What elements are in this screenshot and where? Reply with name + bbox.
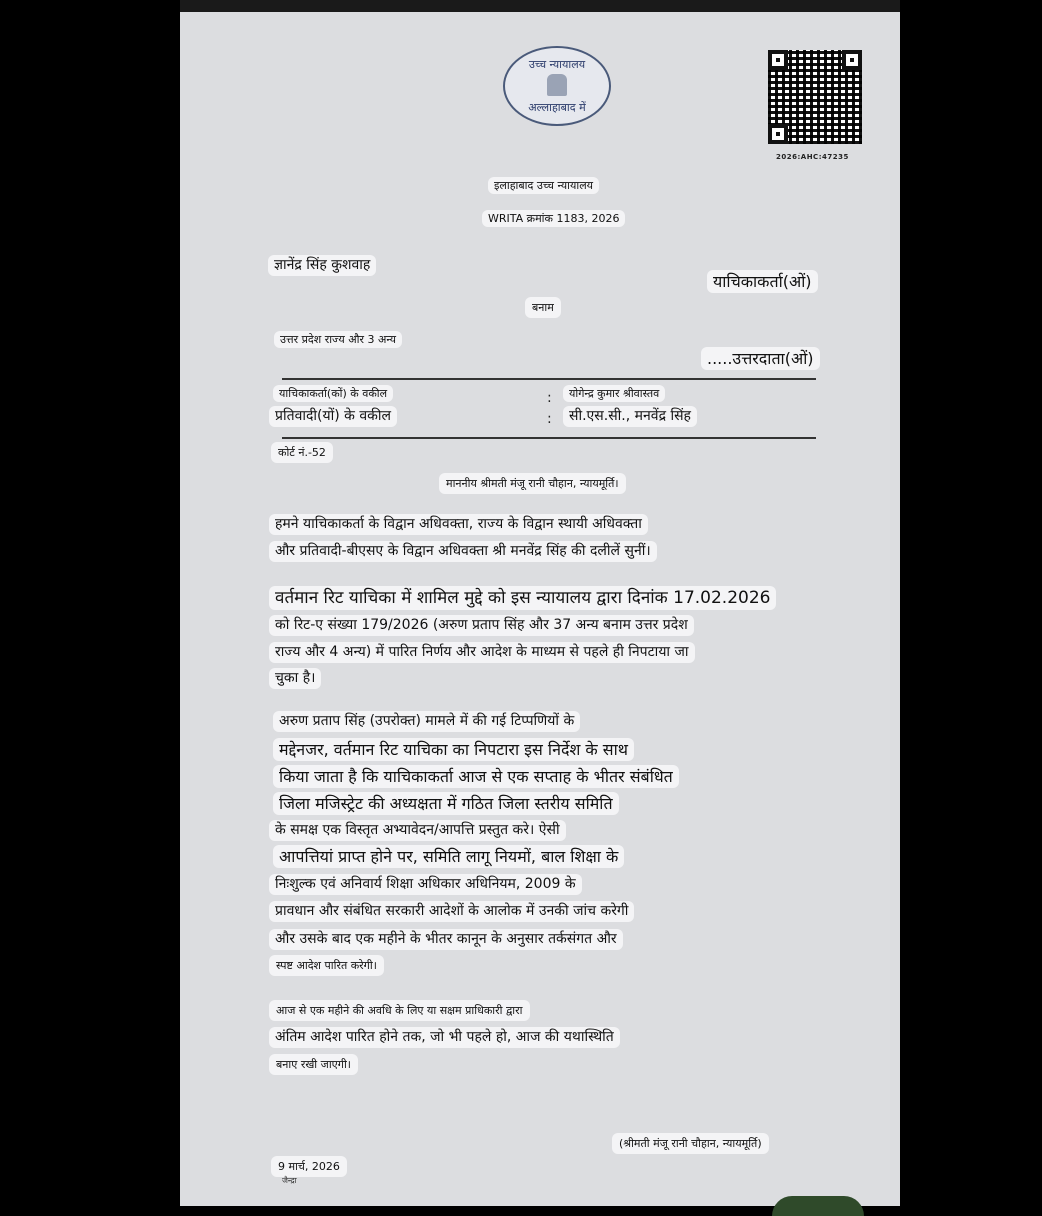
respondent-role: .....उत्तरदाता(ओं) [701,347,820,370]
qr-code [768,50,862,144]
para3-line: मद्देनजर, वर्तमान रिट याचिका का निपटारा इस निर्देश के साथ [273,738,634,761]
order-date: 9 मार्च, 2026 [271,1156,347,1177]
qr-code-text: 2026:AHC:47235 [776,153,849,161]
petitioner-role: याचिकाकर्ता(ओं) [707,270,818,293]
para2-line: राज्य और 4 अन्य) में पारित निर्णय और आदेश के माध्यम से पहले ही निपटाया जा [269,642,695,663]
court-name: इलाहाबाद उच्च न्यायालय [488,177,599,194]
qr-finder-icon [768,50,788,70]
colon-separator: : [547,390,552,406]
petitioner-counsel-value: योगेन्द्र कुमार श्रीवास्तव [563,385,665,402]
para3-line: के समक्ष एक विस्तृत अभ्यावेदन/आपत्ति प्रस्तुत करे। ऐसी [269,820,566,841]
para4-line: अंतिम आदेश पारित होने तक, जो भी पहले हो, आज की यथास्थिति [269,1027,620,1048]
emblem-icon [547,74,567,96]
para3-line: किया जाता है कि याचिकाकर्ता आज से एक सप्ताह के भीतर संबंधित [273,765,679,788]
para3-line: निःशुल्क एवं अनिवार्य शिक्षा अधिकार अधिनियम, 2009 के [269,874,582,895]
divider-bottom [282,437,816,439]
overlay-button[interactable] [772,1196,864,1216]
versus: बनाम [525,297,561,318]
initials: जैन्द्रा [282,1176,297,1185]
petitioner-counsel-label: याचिकाकर्ता(कों) के वकील [273,385,393,402]
para2-line: वर्तमान रिट याचिका में शामिल मुद्दे को इस न्यायालय द्वारा दिनांक 17.02.2026 [269,586,776,610]
court-number: कोर्ट नं.-52 [271,442,333,463]
case-number: WRITA क्रमांक 1183, 2026 [482,210,625,227]
para4-line: आज से एक महीने की अवधि के लिए या सक्षम प्राधिकारी द्वारा [269,1000,530,1021]
court-seal-logo [503,46,611,126]
petitioner-name: ज्ञानेंद्र सिंह कुशवाह [268,255,376,276]
respondent-counsel-value: सी.एस.सी., मनवेंद्र सिंह [563,406,697,427]
document-page [180,0,900,1206]
para2-line: को रिट-ए संख्या 179/2026 (अरुण प्रताप सिंह और 37 अन्य बनाम उत्तर प्रदेश [269,615,694,636]
seal-top-text: उच्च न्यायालय [528,58,586,71]
para2-line: चुका है। [269,668,321,689]
para3-line: प्रावधान और संबंधित सरकारी आदेशों के आलोक में उनकी जांच करेगी [269,901,634,922]
divider-top [282,378,816,380]
seal-bottom-text: अल्लाहाबाद में [528,101,586,114]
para3-line: और उसके बाद एक महीने के भीतर कानून के अनुसार तर्कसंगत और [269,929,623,950]
judge-name: माननीय श्रीमती मंजू रानी चौहान, न्यायमूर्ति। [439,473,626,494]
signature: (श्रीमती मंजू रानी चौहान, न्यायमूर्ति) [612,1133,769,1154]
para3-line: जिला मजिस्ट्रेट की अध्यक्षता में गठित जिला स्तरीय समिति [273,792,619,815]
para3-line: आपत्तियां प्राप्त होने पर, समिति लागू नियमों, बाल शिक्षा के [273,845,624,868]
respondent-counsel-label: प्रतिवादी(यों) के वकील [269,406,397,427]
para4-line: बनाए रखी जाएगी। [269,1054,358,1075]
qr-finder-icon [768,124,788,144]
qr-finder-icon [842,50,862,70]
para1-line: और प्रतिवादी-बीएसए के विद्वान अधिवक्ता श्री मनवेंद्र सिंह की दलीलें सुनीं। [269,541,657,562]
colon-separator: : [547,411,552,427]
para1-line: हमने याचिकाकर्ता के विद्वान अधिवक्ता, राज्य के विद्वान स्थायी अधिवक्ता [269,514,648,535]
top-bar [180,0,900,12]
respondent-name: उत्तर प्रदेश राज्य और 3 अन्य [274,331,402,348]
para3-line: अरुण प्रताप सिंह (उपरोक्त) मामले में की गई टिप्पणियों के [273,711,580,732]
para3-line: स्पष्ट आदेश पारित करेगी। [269,955,384,976]
